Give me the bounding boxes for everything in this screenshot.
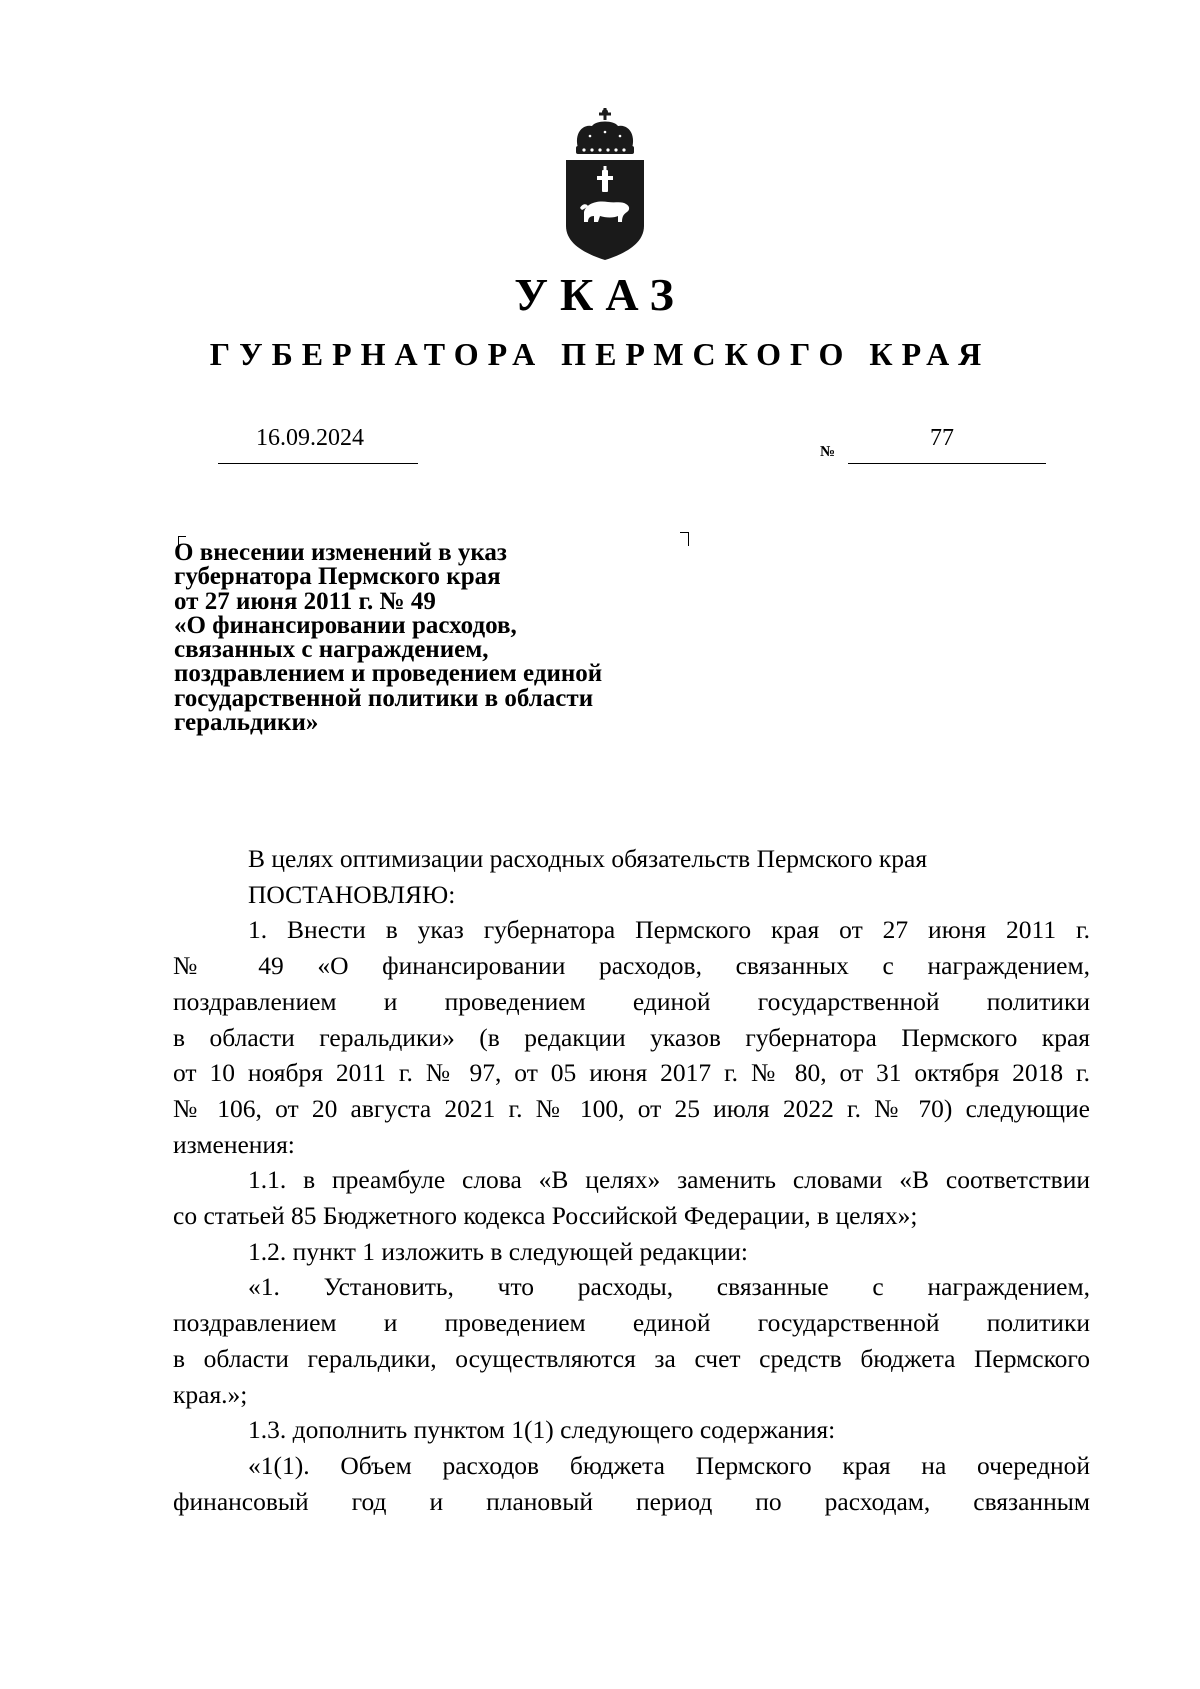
number-field — [848, 421, 1046, 464]
document-title: УКАЗ — [514, 269, 686, 320]
document-body — [173, 841, 1090, 1519]
heading-line: О внесении изменений в указ — [174, 539, 507, 566]
body-line: 1. Внести в указ губернатора Пермского края от 27 июня 2011 г. — [248, 915, 1090, 945]
body-line: в области геральдики, осуществляются за счет средств бюджета Пермского — [173, 1343, 1090, 1373]
body-line: края.»; — [173, 1379, 248, 1409]
body-line: № 49 «О финансировании расходов, связанных с награждением, — [173, 951, 1090, 981]
coat-of-arms-emblem — [560, 108, 650, 260]
body-line: финансовый год и плановый период по расходам, связанным — [173, 1486, 1090, 1516]
body-line: изменения: — [173, 1129, 295, 1159]
body-line: 1.1. в преамбуле слова «В целях» заменить словами «В соответствии — [248, 1165, 1090, 1195]
heading-line: «О финансировании расходов, — [174, 611, 517, 639]
body-line: поздравлением и проведением единой государственной политики — [173, 1308, 1090, 1338]
heading-line: губернатора Пермского края — [174, 563, 501, 591]
heading-line: государственной политики в области — [174, 684, 594, 712]
body-line: «1(1). Объем расходов бюджета Пермского края на очередной — [248, 1450, 1090, 1480]
document-number: 77 — [930, 425, 954, 451]
body-line: от 10 ноября 2011 г. № 97, от 05 июня 2017 г. № 80, от 31 октября 2018 г. — [173, 1058, 1090, 1088]
body-line: ПОСТАНОВЛЯЮ: — [248, 879, 456, 909]
heading-line: связанных с награждением, — [174, 636, 489, 664]
body-line: поздравлением и проведением единой государственной политики — [173, 986, 1090, 1016]
heading-line: поздравлением и проведением единой — [174, 660, 603, 688]
heading-line: геральдики» — [174, 709, 319, 737]
body-line: В целях оптимизации расходных обязательств Пермского края — [248, 844, 928, 873]
heading-line: от 27 июня 2011 г. № 49 — [174, 587, 436, 615]
document-heading — [174, 541, 694, 735]
date-field — [218, 421, 418, 464]
body-line: № 106, от 20 августа 2021 г. № 100, от 25 июля 2022 г. № 70) следующие — [173, 1093, 1090, 1123]
body-line: со статьей 85 Бюджетного кодекса Российской Федерации, в целях»; — [173, 1201, 918, 1231]
body-line: 1.2. пункт 1 изложить в следующей редакции: — [248, 1236, 748, 1266]
document-date: 16.09.2024 — [256, 425, 364, 451]
body-line: 1.3. дополнить пунктом 1(1) следующего содержания: — [248, 1415, 836, 1445]
body-line: в области геральдики» (в редакции указов губернатора Пермского края — [173, 1022, 1090, 1052]
document-subtitle: ГУБЕРНАТОРА ПЕРМСКОГО КРАЯ — [209, 336, 991, 372]
number-sign: № — [820, 444, 836, 460]
body-line: «1. Установить, что расходы, связанные с награждением, — [248, 1272, 1090, 1302]
